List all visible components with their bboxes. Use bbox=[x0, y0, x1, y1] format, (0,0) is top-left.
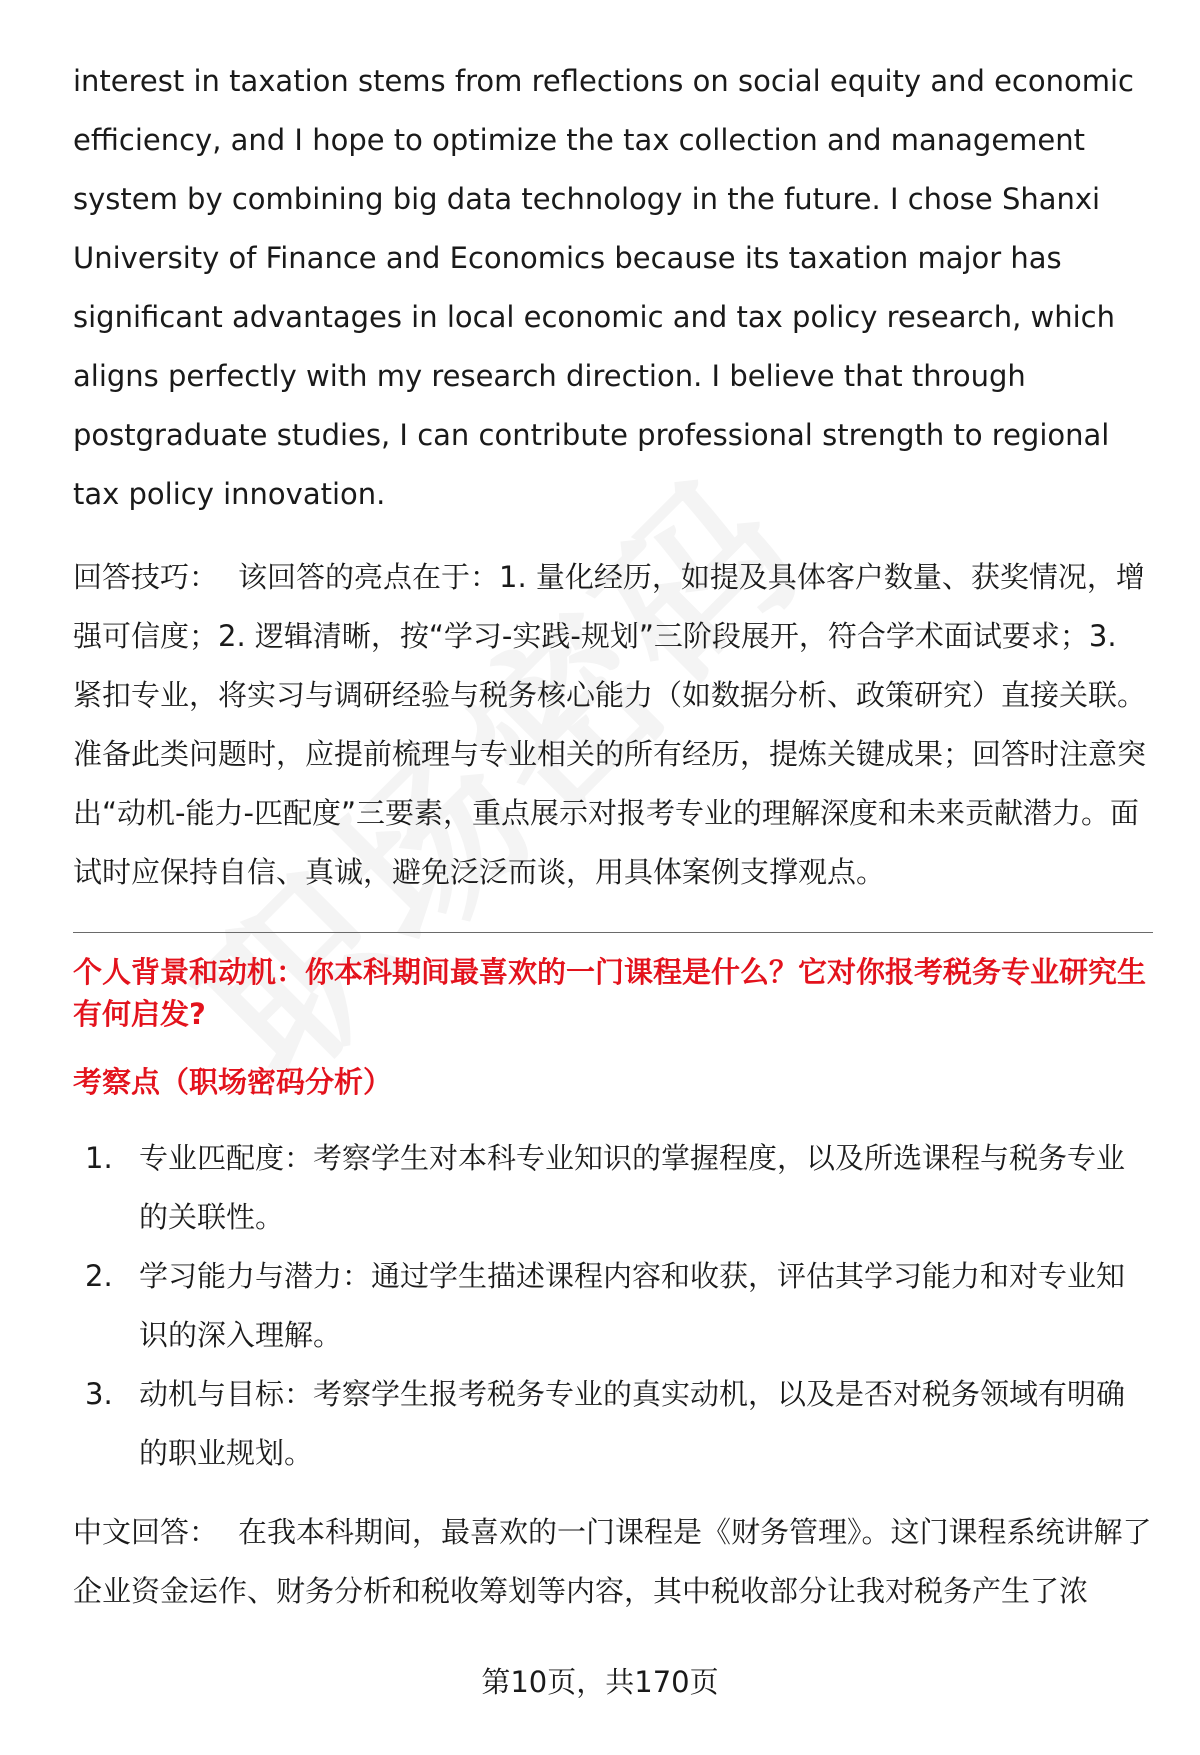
chinese-answer-text: 在我本科期间，最喜欢的一门课程是《财务管理》。这门课程系统讲解了企业资金运作、财务分析和税收筹划等内容，其中税收部分让我对税务产生了浓 bbox=[73, 1515, 1152, 1608]
list-item-number: 2. bbox=[85, 1259, 113, 1293]
list-item-number: 1. bbox=[85, 1141, 113, 1175]
tips-paragraph bbox=[73, 548, 1153, 902]
list-item bbox=[73, 1247, 1153, 1365]
focus-points-list bbox=[73, 1129, 1153, 1483]
question-title: 个人背景和动机：你本科期间最喜欢的一门课程是什么？它对你报考税务专业研究生有何启发? bbox=[73, 955, 1147, 1031]
list-item-text: 专业匹配度：考察学生对本科专业知识的掌握程度，以及所选课程与税务专业的关联性。 bbox=[139, 1141, 1126, 1234]
list-item-number: 3. bbox=[85, 1377, 113, 1411]
chinese-answer-paragraph bbox=[73, 1503, 1153, 1621]
english-answer-paragraph: interest in taxation stems from reflections on social equity and economic efficiency, and I hope to optimize the tax collection and management system by combining big data technology in the future. I chose Shanxi University of Finance and Economics because its taxation major has significant advantages in local economic and tax policy research, which aligns perfectly with my research direction. I believe that through postgraduate studies, I can contribute professional strength to regional tax policy innovation. bbox=[73, 64, 1134, 511]
focus-heading: 考察点（职场密码分析） bbox=[73, 1065, 393, 1099]
chinese-answer-label: 中文回答： bbox=[73, 1515, 219, 1549]
tips-text: 该回答的亮点在于：1. 量化经历，如提及具体客户数量、获奖情况，增强可信度；2. 逻辑清晰，按“学习-实践-规划”三阶段展开，符合学术面试要求；3. 紧扣专业，将实习与调研经验与税务核心能力（如数据分析、政策研究）直接关联。准备此类问题时，应提前梳理与专业相关的所有经历，提炼关键成果；回答时注意突出“动机-能力-匹配度”三要素，重点展示对报考专业的理解深度和未来贡献潜力。面试时应保持自信、真诚，避免泛泛而谈，用具体案例支撑观点。 bbox=[73, 560, 1147, 889]
list-item-text: 动机与目标：考察学生报考税务专业的真实动机，以及是否对税务领域有明确的职业规划。 bbox=[139, 1377, 1126, 1470]
page-number: 第10页，共170页 bbox=[481, 1665, 719, 1699]
list-item-text: 学习能力与潜力：通过学生描述课程内容和收获，评估其学习能力和对专业知识的深入理解。 bbox=[139, 1259, 1126, 1352]
list-item bbox=[73, 1365, 1153, 1483]
tips-label: 回答技巧： bbox=[73, 560, 219, 594]
section-divider bbox=[73, 932, 1153, 933]
list-item bbox=[73, 1129, 1153, 1247]
document-page bbox=[73, 52, 1153, 1621]
